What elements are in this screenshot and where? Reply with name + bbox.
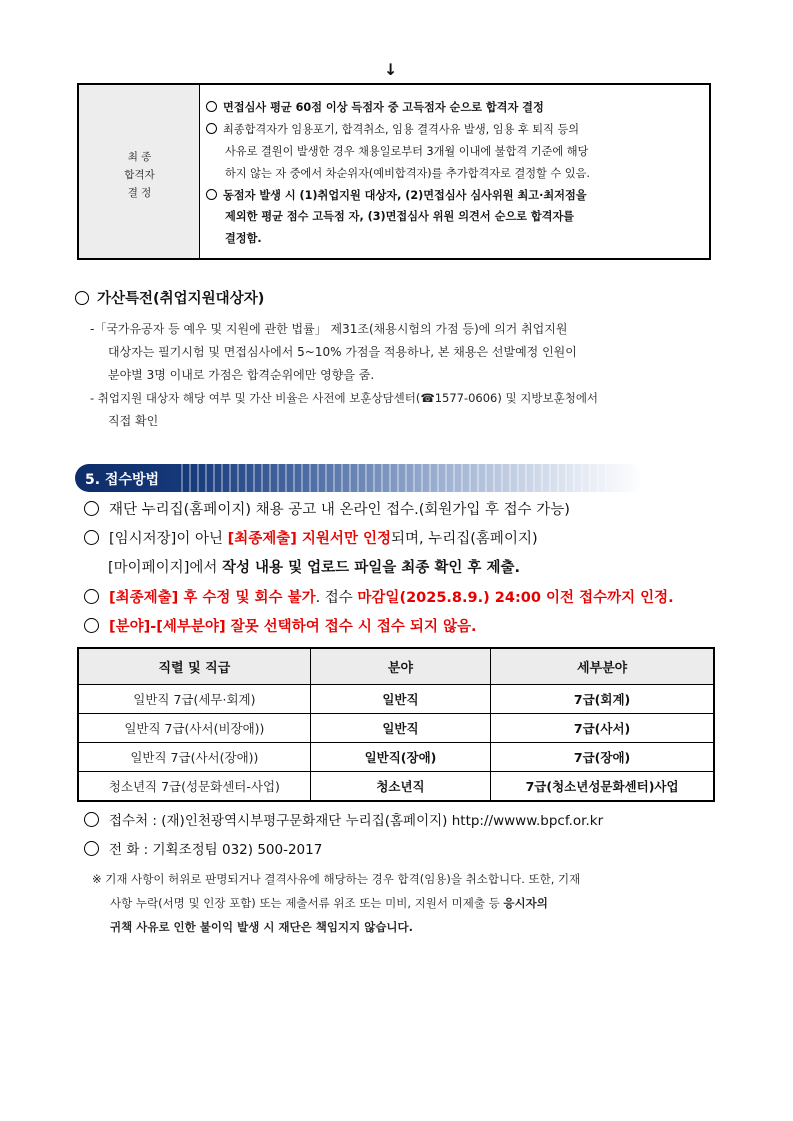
table-header-row [78,648,714,685]
job-field-table [77,647,715,802]
label-line: 합격자 [124,169,155,181]
table-row [78,714,714,743]
down-arrow: ↓ [384,60,398,79]
disclaimer-line: ※ 기재 사항이 허위로 판명되거나 결격사유에 해당하는 경우 합격(임용)을 취소합니다. 또한, 기재 [92,872,581,886]
bonus-section-title: 가산특전(취업지원대상자) [75,287,264,308]
criteria-bullet-2: 최종합격자가 임용포기, 합격취소, 임용 결격사유 발생, 임용 후 퇴직 등의 [206,119,579,141]
circle-bullet-icon [206,101,217,112]
criteria-bullet-3-cont: 제외한 평균 점수 고득점 자, (3)면접심사 위원 의견서 순으로 합격자를 [225,210,575,223]
criteria-bullet-2-cont: 하지 않는 자 중에서 차순위자(예비합격자)를 추가합격자로 결정할 수 있음. [225,167,590,180]
table-cell: 일반직 [310,685,490,714]
table-cell: 일반직 7급(세무·회계) [78,685,310,714]
section-5-banner [75,464,643,492]
circle-bullet-icon [206,189,217,200]
disclaimer-line: 귀책 사유로 인한 불이익 발생 시 재단은 책임지지 않습니다. [110,920,414,934]
bonus-item-line: - 취업지원 대상자 해당 여부 및 가산 비율은 사전에 보훈상담센터(☎1577-0606) 및 지방보훈청에서 [90,391,599,405]
header-cell: 분야 [310,648,490,685]
reception-line-4: [최종제출] 후 수정 및 회수 불가. 접수 마감일(2025.8.9.) 24:00 이전 접수까지 인정. [84,584,674,612]
table-cell: 7급(청소년성문화센터)사업 [491,772,714,802]
table-row [78,743,714,772]
table-cell: 일반직 7급(사서(비장애)) [78,714,310,743]
final-selection-table [77,83,711,260]
circle-bullet-icon [84,589,99,604]
label-line: 최 종 [127,151,152,163]
reception-office: 접수처 : (재)인천광역시부평구문화재단 누리집(홈페이지) http://wwww.bpcf.or.kr [84,807,603,835]
disclaimer-line: 사항 누락(서명 및 인장 포함) 또는 제출서류 위조 또는 미비, 지원서 미제출 등 응시자의 [110,896,548,910]
criteria-bullet-3-cont: 결정함. [225,232,262,245]
circle-bullet-icon [206,123,217,134]
table-cell: 일반직(장애) [310,743,490,772]
reception-line-3: [마이페이지]에서 작성 내용 및 업로드 파일을 최종 확인 후 제출. [108,560,521,576]
bonus-item-line: 직접 확인 [108,414,159,428]
table-cell: 청소년직 [310,772,490,802]
circle-bullet-icon [84,530,99,545]
table-cell: 청소년직 7급(성문화센터-사업) [78,772,310,802]
table-cell: 일반직 [310,714,490,743]
criteria-bullet-2-cont: 사유로 결원이 발생한 경우 채용일로부터 3개월 이내에 불합격 기준에 해당 [225,145,589,158]
table-cell: 일반직 7급(사서(장애)) [78,743,310,772]
section-5-title: 5. 접수방법 [85,472,160,488]
bonus-item-line: 분야별 3명 이내로 가점은 합격순위에만 영향을 줌. [108,368,375,382]
circle-bullet-icon [84,812,99,827]
label-line: 결 정 [127,187,152,199]
circle-bullet-icon [75,291,89,305]
bonus-item-line: -「국가유공자 등 예우 및 지원에 관한 법률」 제31조(채용시험의 가점 등)에 의거 취업지원 [90,322,568,336]
table-row [78,772,714,802]
table-cell: 7급(사서) [491,714,714,743]
table-cell: 7급(회계) [491,685,714,714]
header-cell: 세부분야 [491,648,714,685]
header-cell: 직렬 및 직급 [78,648,310,685]
table-cell: 7급(장애) [491,743,714,772]
bonus-item-line: 대상자는 필기시험 및 면접심사에서 5~10% 가점을 적용하나, 본 채용은 선발예정 인원이 [108,345,577,359]
table-label-cell [79,85,200,258]
criteria-bullet-3: 동점자 발생 시 (1)취업지원 대상자, (2)면접심사 심사위원 최고·최저점을 [206,185,587,207]
circle-bullet-icon [84,618,99,633]
table-content-cell [201,85,709,258]
table-row [78,685,714,714]
circle-bullet-icon [84,841,99,856]
reception-line-5: [분야]-[세부분야] 잘못 선택하여 접수 시 접수 되지 않음. [84,613,477,641]
circle-bullet-icon [84,501,99,516]
criteria-bullet-1: 면접심사 평균 60점 이상 득점자 중 고득점자 순으로 합격자 결정 [206,97,544,119]
reception-line-1: 재단 누리집(홈페이지) 채용 공고 내 온라인 접수.(회원가입 후 접수 가능) [84,496,570,524]
reception-line-2: [임시저장]이 아닌 [최종제출] 지원서만 인정되며, 누리집(홈페이지) [84,525,538,553]
contact-phone: 전 화 : 기획조정팀 032) 500-2017 [84,836,322,864]
